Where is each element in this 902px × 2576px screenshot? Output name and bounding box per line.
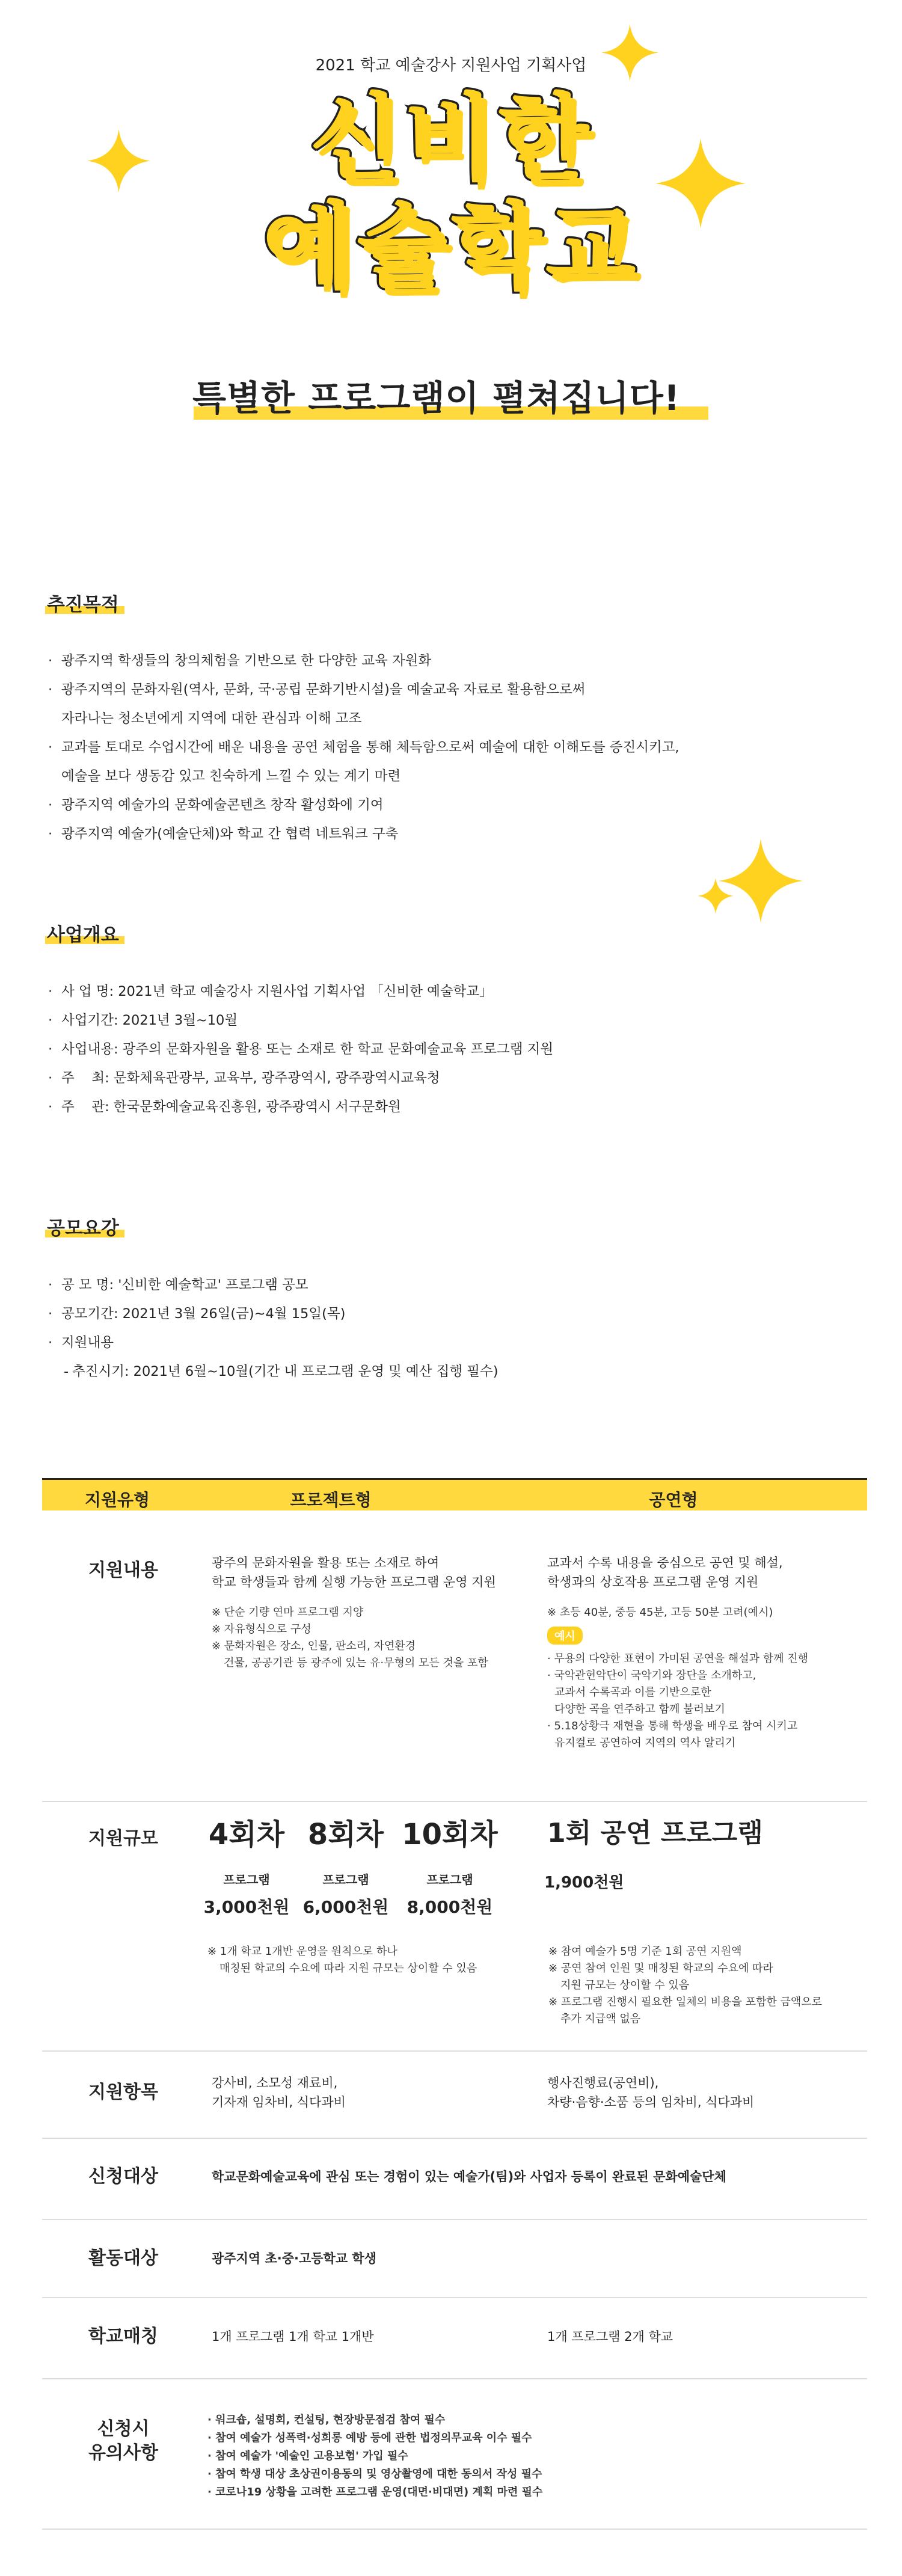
cell-text: 교과서 수록 내용을 중심으로 공연 및 해설, — [547, 1556, 783, 1570]
column-header-project: 프로젝트형 — [290, 1490, 372, 1510]
note-text: ※ 공연 참여 인원 및 매칭된 학교의 수요에 따라 — [548, 1962, 773, 1975]
option-10 — [402, 1811, 498, 1853]
project-content-notes — [212, 1604, 524, 1672]
sparkle-icon — [655, 138, 746, 228]
scale-project-notes — [207, 1943, 520, 1977]
performance-content — [547, 1553, 860, 1592]
performance-duration-note: ※ 초등 40분, 중등 45분, 고등 50분 고려(예시) — [547, 1606, 773, 1619]
list-item: · 코로나19 상황을 고려한 프로그램 운영(대면·비대면) 계획 마련 필수 — [207, 2486, 543, 2498]
note-text: 지원 규모는 상이할 수 있음 — [560, 1979, 690, 1992]
project-content — [212, 1553, 524, 1592]
list-item: · 광주지역 학생들의 창의체험을 기반으로 한 다양한 교육 자원화 — [48, 646, 854, 675]
note-text: · 5.18상황극 재현을 통해 학생을 배우로 참여 시키고 — [547, 1720, 798, 1732]
row-divider — [42, 1801, 867, 1802]
scale-performance-notes — [548, 1943, 861, 2028]
note-text: 추가 지급액 없음 — [560, 2013, 641, 2025]
note-text: 교과서 수록곡과 이를 기반으로한 — [554, 1686, 711, 1699]
row-divider — [42, 2378, 867, 2379]
headline: 특별한 프로그램이 펼쳐집니다! — [192, 378, 681, 419]
note-text: ※ 단순 기량 연마 프로그램 지양 — [212, 1606, 364, 1619]
purpose-list — [48, 646, 854, 848]
option-unit: 프로그램 — [426, 1872, 473, 1887]
option-amount: 3,000천원 — [203, 1897, 290, 1917]
application-list — [48, 1271, 830, 1386]
option-count: 1회 공연 프로그램 — [547, 1818, 763, 1848]
note-text: · 무용의 다양한 표현이 가미된 공연을 해설과 함께 진행 — [547, 1652, 809, 1665]
column-header-type: 지원유형 — [84, 1490, 150, 1510]
cell-text: 학생과의 상호작용 프로그램 운영 지원 — [547, 1575, 759, 1589]
label-line: 신청시 — [97, 2418, 150, 2440]
cell-text: 행사진행료(공연비), — [547, 2076, 659, 2090]
row-label-target: 신청대상 — [88, 2166, 158, 2187]
note-text: 다양한 곡을 연주하고 함께 불러보기 — [554, 1703, 725, 1716]
section-title-purpose: 추진목적 — [47, 594, 119, 616]
row-label-scale: 지원규모 — [88, 1828, 158, 1849]
row-divider — [42, 2050, 867, 2052]
option-unit: 프로그램 — [223, 1872, 270, 1887]
main-title-line1: 신비한 — [309, 84, 593, 193]
main-title-line2: 예술학교 — [262, 192, 640, 301]
list-item: · 사 업 명: 2021년 학교 예술강사 지원사업 기획사업 「신비한 예술학교」 — [48, 977, 710, 1006]
option-count: 4회차 — [208, 1818, 285, 1851]
option-amount: 1,900천원 — [544, 1874, 624, 1892]
list-item: · 주 최: 문화체육관광부, 교육부, 광주광역시, 광주광역시교육청 — [48, 1064, 710, 1093]
performance-items — [547, 2073, 860, 2112]
activity-text: 광주지역 초·중·고등학교 학생 — [212, 2251, 377, 2266]
list-item: 예술을 보다 생동감 있고 친숙하게 느낄 수 있는 계기 마련 — [61, 768, 401, 784]
badge-text: 예시 — [547, 1627, 583, 1645]
option-count: 8회차 — [307, 1818, 384, 1851]
row-label-matching: 학교매칭 — [88, 2326, 158, 2347]
list-item: · 지원내용 — [48, 1328, 830, 1357]
list-item: · 광주지역 예술가(예술단체)와 학교 간 협력 네트워크 구축 — [48, 820, 854, 848]
note-text: 매칭된 학교의 수요에 따라 지원 규모는 상이할 수 있음 — [219, 1962, 477, 1975]
list-item: · 주 관: 한국문화예술교육진흥원, 광주광역시 서구문화원 — [48, 1093, 710, 1121]
table-header — [42, 1478, 867, 1510]
column-header-performance: 공연형 — [649, 1490, 698, 1510]
performance-examples — [547, 1651, 860, 1752]
list-item: · 광주지역의 문화자원(역사, 문화, 국·공립 문화기반시설)을 예술교육 자료로 활용함으로써 — [48, 675, 854, 704]
list-item: 자라나는 청소년에게 지역에 대한 관심과 이해 고조 — [61, 711, 362, 726]
project-matching: 1개 프로그램 1개 학교 1개반 — [212, 2329, 374, 2344]
list-item: - 추진시기: 2021년 6월~10월(기간 내 프로그램 운영 및 예산 집행 필수) — [48, 1357, 830, 1386]
performance-scale-title — [547, 1811, 763, 1850]
row-label-items: 지원항목 — [88, 2082, 158, 2103]
option-amount: 8,000천원 — [407, 1897, 493, 1917]
list-item: · 참여 예술가 '예술인 고용보험' 가입 필수 — [207, 2450, 408, 2462]
note-text: · 국악관현악단이 국악기와 장단을 소개하고, — [547, 1669, 756, 1682]
list-item: · 참여 학생 대상 초상권이용동의 및 영상촬영에 대한 동의서 작성 필수 — [207, 2468, 542, 2480]
list-item: · 참여 예술가 성폭력·성희롱 예방 등에 관한 법정의무교육 이수 필수 — [207, 2432, 532, 2444]
row-divider — [42, 2138, 867, 2139]
overview-list — [48, 977, 710, 1121]
row-label-activity: 활동대상 — [88, 2248, 158, 2269]
list-item: · 사업기간: 2021년 3월~10월 — [48, 1006, 710, 1035]
row-divider — [42, 2528, 867, 2530]
row-label-content: 지원내용 — [88, 1560, 158, 1581]
row-divider — [42, 2297, 867, 2298]
cell-text: 광주의 문화자원을 활용 또는 소재로 하여 — [212, 1556, 440, 1570]
cell-text: 학교 학생들과 함께 실행 가능한 프로그램 운영 지원 — [212, 1575, 496, 1589]
sparkle-icon — [87, 129, 150, 192]
sparkle-icon — [601, 24, 658, 81]
label-line: 유의사항 — [88, 2443, 158, 2464]
target-text: 학교문화예술교육에 관심 또는 경험이 있는 예술가(팀)와 사업자 등록이 완료된 문화예술단체 — [212, 2170, 726, 2184]
note-text: ※ 프로그램 진행시 필요한 일체의 비용을 포함한 금액으로 — [548, 1996, 823, 2008]
note-text: 유지컬로 공연하여 지역의 역사 알리기 — [554, 1737, 736, 1749]
list-item: · 워크숍, 설명회, 컨설팅, 현장방문점검 참여 필수 — [207, 2414, 446, 2426]
sparkle-icon — [698, 878, 734, 914]
note-text: ※ 자유형식으로 구성 — [212, 1623, 311, 1636]
note-text: 건물, 공공기관 등 광주에 있는 유·무형의 모든 것을 포함 — [224, 1657, 488, 1669]
row-divider — [42, 2219, 867, 2220]
option-4 — [207, 1811, 286, 1853]
option-amount: 6,000천원 — [302, 1897, 389, 1917]
list-item: · 공모기간: 2021년 3월 26일(금)~4월 15일(목) — [48, 1299, 830, 1328]
project-items — [212, 2073, 524, 2112]
list-item: · 교과를 토대로 수업시간에 배운 내용을 공연 체험을 통해 체득함으로써 예술에 대한 이해도를 증진시키고, — [48, 733, 854, 762]
note-text: ※ 문화자원은 장소, 인물, 판소리, 자연환경 — [212, 1640, 416, 1652]
option-8 — [304, 1811, 388, 1853]
row-label-caution — [54, 2417, 192, 2465]
list-item: · 광주지역 예술가의 문화예술콘텐츠 창작 활성화에 기여 — [48, 791, 854, 820]
example-badge — [547, 1627, 583, 1645]
list-item: · 사업내용: 광주의 문화자원을 활용 또는 소재로 한 학교 문화예술교육 프로그램 지원 — [48, 1035, 710, 1064]
note-text: ※ 1개 학교 1개반 운영을 원칙으로 하나 — [207, 1945, 397, 1958]
section-title-overview: 사업개요 — [47, 924, 119, 946]
performance-matching: 1개 프로그램 2개 학교 — [547, 2329, 673, 2344]
option-count: 10회차 — [402, 1818, 498, 1851]
cell-text: 강사비, 소모성 재료비, — [212, 2076, 338, 2090]
project-subtitle: 2021 학교 예술강사 지원사업 기획사업 — [315, 57, 587, 75]
cell-text: 기자재 임차비, 식다과비 — [212, 2095, 346, 2109]
list-item: · 공 모 명: '신비한 예술학교' 프로그램 공모 — [48, 1271, 830, 1299]
caution-list — [207, 2411, 857, 2501]
cell-text: 차량·음향·소품 등의 임차비, 식다과비 — [547, 2095, 755, 2109]
option-unit: 프로그램 — [322, 1872, 369, 1887]
section-title-application: 공모요강 — [47, 1218, 119, 1239]
note-text: ※ 참여 예술가 5명 기준 1회 공연 지원액 — [548, 1945, 742, 1958]
